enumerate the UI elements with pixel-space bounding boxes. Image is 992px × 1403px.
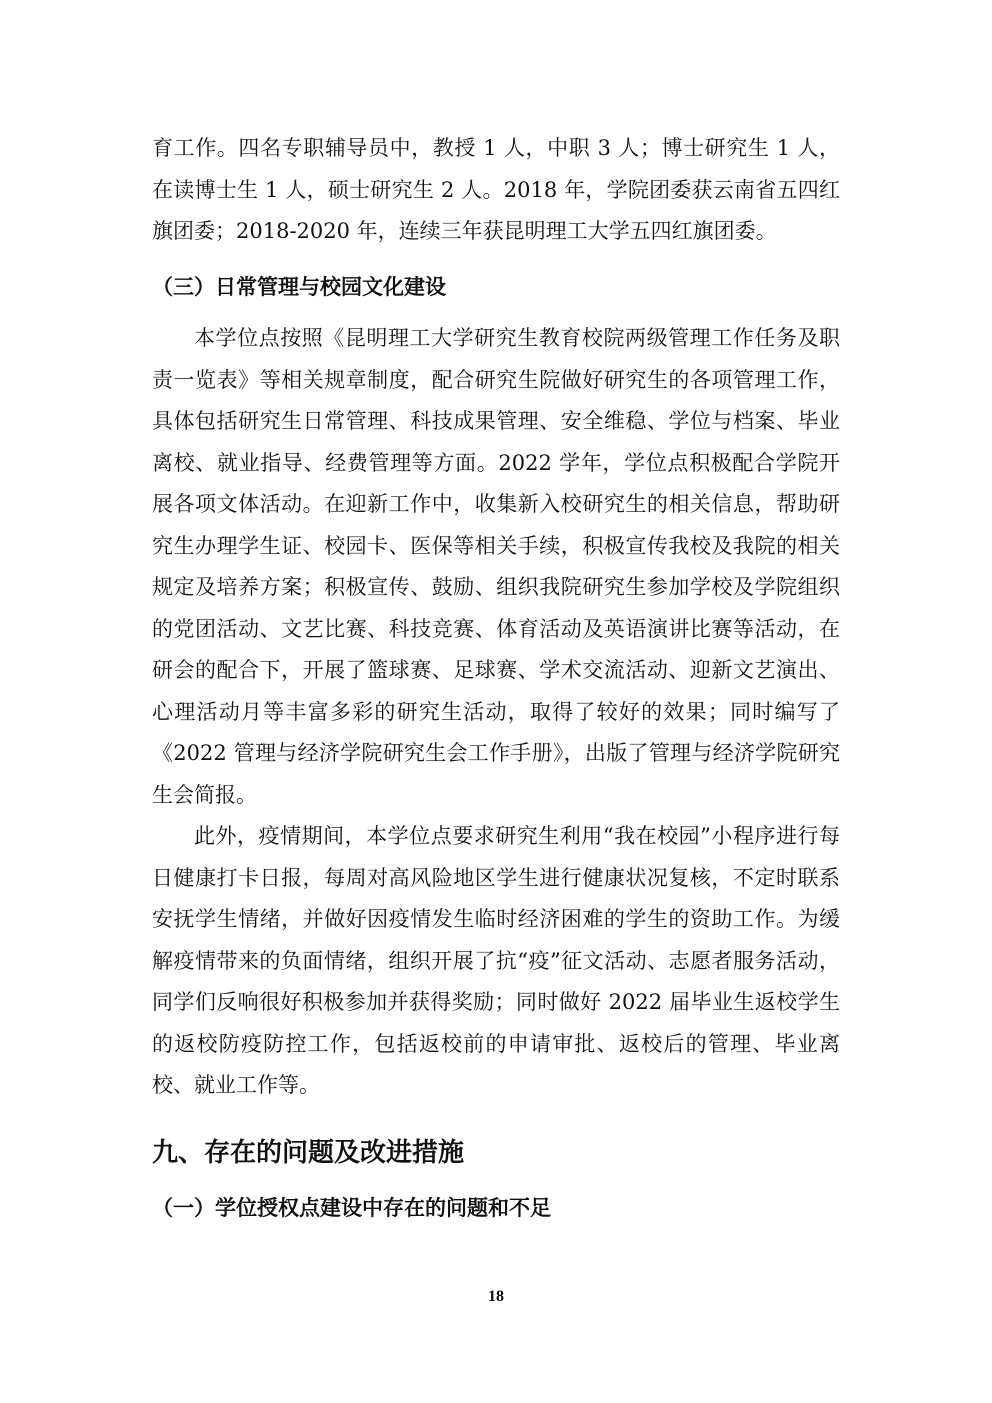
paragraph-epidemic-work: 此外，疫情期间，本学位点要求研究生利用“我在校园”小程序进行每日健康打卡日报，每周对高风险地区学生进行健康状况复核，不定时联系安抚学生情绪，并做好因疫情发生临时经济困难的学生的资助工作。为缓解疫情带来的负面情绪，组织开展了抗“疫”征文活动、志愿者服务活动，同学们反响很好积极参加并获得奖励；同时做好 2022 届毕业生返校学生的返校防疫防控工作，包括返校前的申请审批、返校后的管理、毕业离校、就业工作等。: [152, 824, 840, 1097]
heading-section-9: 九、存在的问题及改进措施: [152, 1138, 465, 1168]
paragraph-management-work: 本学位点按照《昆明理工大学研究生教育校院两级管理工作任务及职责一览表》等相关规章制度，配合研究生院做好研究生的各项管理工作，具体包括研究生日常管理、科技成果管理、安全维稳、学位与档案、毕业离校、就业指导、经费管理等方面。2022 学年，学位点积极配合学院开展各项文体活动。在迎新工作中，收集新入校研究生的相关信息，帮助研究生办理学生证、校园卡、医保等相关手续，积极宣传我校及我院的相关规定及培养方案；积极宣传、鼓励、组织我院研究生参加学校及学院组织的党团活动、文艺比赛、科技竞赛、体育活动及英语演讲比赛等活动，在研会的配合下，开展了篮球赛、足球赛、学术交流活动、迎新文艺演出、心理活动月等丰富多彩的研究生活动，取得了较好的效果；同时编写了《2022 管理与经济学院研究生会工作手册》，出版了管理与经济学院研究生会简报。: [152, 326, 840, 807]
paragraph-counselors: 育工作。四名专职辅导员中，教授 1 人，中职 3 人；博士研究生 1 人，在读博士生 1 人，硕士研究生 2 人。2018 年，学院团委获云南省五四红旗团委；2018-2020 年，连续三年获昆明理工大学五四红旗团委。: [152, 136, 840, 243]
page-number: 18: [488, 1288, 504, 1305]
heading-problems: （一）学位授权点建设中存在的问题和不足: [152, 1196, 551, 1220]
heading-daily-management: （三）日常管理与校园文化建设: [152, 275, 446, 299]
